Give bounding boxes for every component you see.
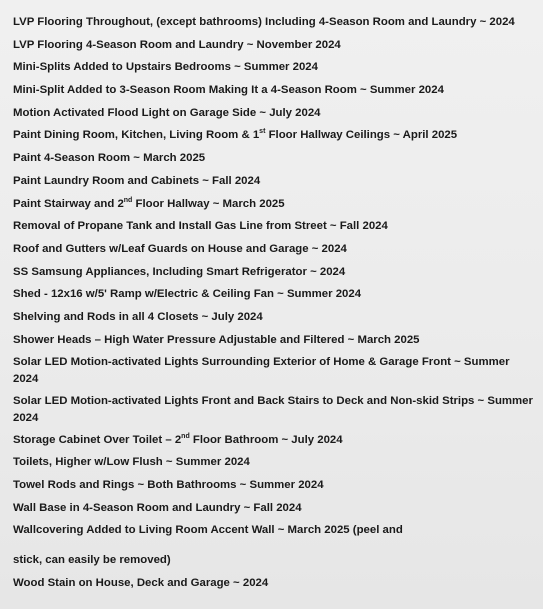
list-item: Shower Heads – High Water Pressure Adjustable and Filtered ~ March 2025 [13,333,420,346]
list-item: Paint 4-Season Room ~ March 2025 [13,152,206,165]
ordinal-suffix: nd [123,196,133,204]
item-text: Floor Hallway ~ March 2025 [132,197,285,210]
list-item: Solar LED Motion-activated Lights Front and Back Stairs to Deck and Non-skid Strips ~ Summer 2024 [13,395,533,424]
list-item: SS Samsung Appliances, Including Smart Refrigerator ~ 2024 [13,265,346,278]
item-text: Paint Dining Room, Kitchen, Living Room & 1 [13,129,260,142]
ordinal-suffix: nd [181,432,190,440]
list-item: stick, can easily be removed) [13,554,171,567]
list-item [13,127,533,144]
list-item: Wood Stain on House, Deck and Garage ~ 2024 [13,577,269,590]
list-item: Paint Laundry Room and Cabinets ~ Fall 2024 [13,174,261,187]
improvements-list [13,14,533,592]
item-text: Floor Hallway Ceilings ~ April 2025 [265,129,458,142]
list-item: Toilets, Higher w/Low Flush ~ Summer 2024 [13,456,250,469]
list-item: Removal of Propane Tank and Install Gas Line from Street ~ Fall 2024 [13,220,388,233]
list-item: Motion Activated Flood Light on Garage Side ~ July 2024 [13,106,321,119]
list-item: LVP Flooring Throughout, (except bathrooms) Including 4-Season Room and Laundry ~ 2024 [13,16,515,28]
list-item: Towel Rods and Rings ~ Both Bathrooms ~ Summer 2024 [13,479,324,492]
item-text: Storage Cabinet Over Toilet – 2 [13,433,182,446]
list-item [13,196,533,213]
list-item: Shed - 12x16 w/5' Ramp w/Electric & Ceiling Fan ~ Summer 2024 [13,288,362,301]
list-item: Wall Base in 4-Season Room and Laundry ~ Fall 2024 [13,501,302,514]
item-text: Paint Stairway and 2 [13,197,124,210]
list-item: Mini-Splits Added to Upstairs Bedrooms ~ Summer 2024 [13,61,318,74]
list-item: LVP Flooring 4-Season Room and Laundry ~ November 2024 [13,38,341,51]
list-item: Solar LED Motion-activated Lights Surrounding Exterior of Home & Garage Front ~ Summer 2024 [13,356,510,385]
ordinal-suffix: st [259,128,266,136]
item-text: Floor Bathroom ~ July 2024 [189,433,343,446]
list-item: Mini-Split Added to 3-Season Room Making It a 4-Season Room ~ Summer 2024 [13,84,444,97]
list-item: Wallcovering Added to Living Room Accent Wall ~ March 2025 (peel and [13,524,403,537]
list-item: Shelving and Rods in all 4 Closets ~ July 2024 [13,310,263,323]
list-item [13,432,533,449]
list-item: Roof and Gutters w/Leaf Guards on House and Garage ~ 2024 [13,242,347,255]
